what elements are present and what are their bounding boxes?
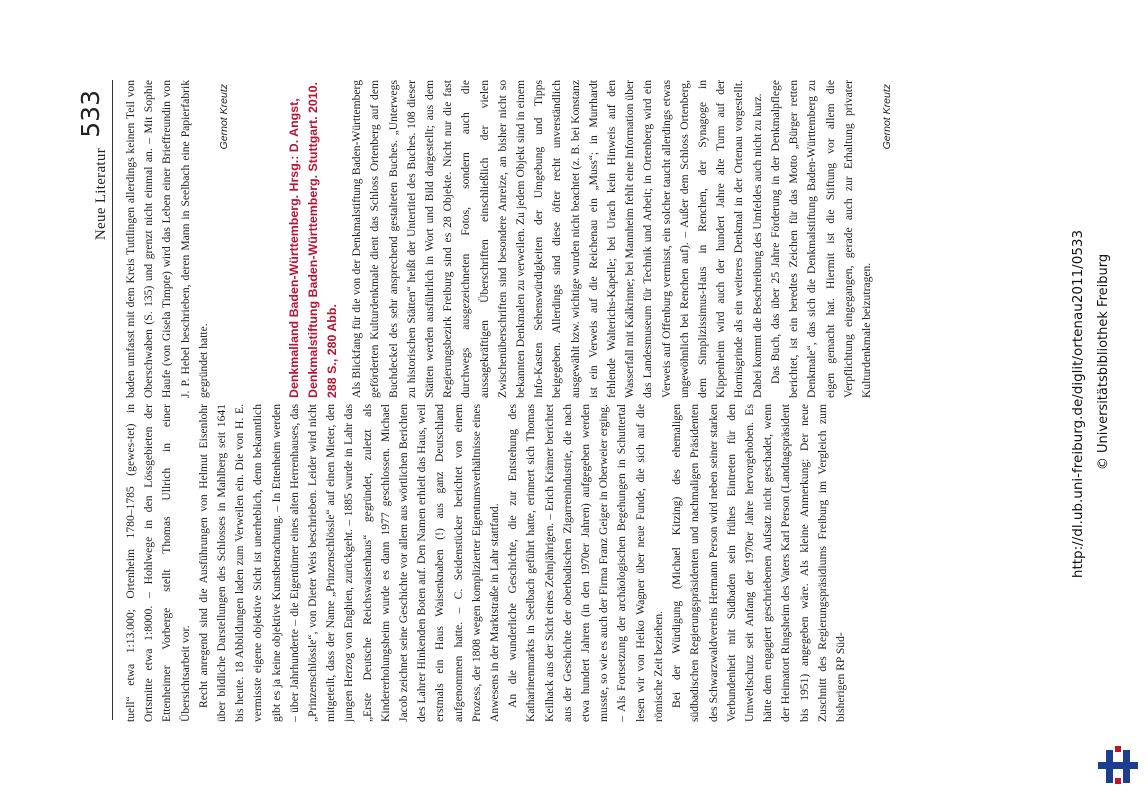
left-column — [122, 404, 1012, 722]
right-intro-paragraph: baden umfasst mit dem Kreis Tuttlingen allerdings keinen Teil von Oberschwaben (S. 135) und grenzt nicht einmal an. – Mit Sophie Haufe (von Gisela Timpte) wird das Leben einer Brieffreundin von J. P. Hebel beschrieben, deren Mann in Seelbach eine Papierfabrik gegründet hatte. — [124, 80, 210, 398]
source-url-link[interactable]: http://dl.ub.uni-freiburg.de/diglit/ortenau2011/0533 — [1070, 229, 1086, 579]
left-paragraph-4: Bei der Würdigung (Michael Kitzing) des ehemaligen südbadischen Regierungspräsidenten und nachmaligen Präsidenten des Schwarzwaldvereins Hermann Person wird neben seiner starken Verbundenheit mit Südbaden sein frühes Eintreten für den Umweltschutz seit Anfang der 1970er Jahre hervorgehoben. Es hätte dem engagiert geschriebenen Aufsatz nicht geschadet, wenn der Heimatort Ringsheim des Vaters Karl Person (Landtagspräsident bis 1951) angegeben wäre. Als kleine Anmerkung: Der neue Zuschnitt des Regierungspräsidiums Freiburg im Vergleich zum bisherigen RP Süd- — [670, 404, 847, 722]
review-paragraph-1: Als Blickfang für die von der Denkmalstiftung Baden-Württemberg geförderten Kulturdenkmale dient das Schloss Ortenberg auf dem Buchdeckel des sehr ansprechend gestalteten Buches. „Unterwegs zu historischen Stätten“ heißt der Untertitel des Buches. 108 dieser Stätten werden ausführlich in Wort und Bild dargestellt; aus dem Regierungsbezirk Freiburg sind es 28 Objekte. Nicht nur die fast durchwegs ausgezeichneten Fotos, sondern auch die aussagekräftigen Überschriften einschließlich der vielen Zwischenüberschriften sind besondere Anreize, an bisher nicht so bekannten Denkmalen zu verweilen. Zu jedem Objekt sind in einem Info-Kasten Sehenswürdigkeiten der Umgebung und Tipps beigegeben. Allerdings sind diese öfter recht unverständlich ausgewählt bzw. wichtige wurden nicht beachtet (z. B. bei Konstanz ist ein Verweis auf die Reichenau ein „Muss“; in Murrhardt fehlende Walterichs-Kapelle; bei Urach kein Hinweis auf den Wasserfall mit Kalkrinne; bei Mannheim fehlt eine Information über das Landesmuseum für Technik und Arbeit; in Ortenberg wird ein Verweis auf Offenburg vermisst, ein solcher taucht allerdings etwas ungewöhnlich bei Renchen auf). – Außer dem Schloss Ortenberg, dem Simplizissimus-Haus in Renchen, der Synagoge in Kippenheim wird auch der hundert Jahre alte Turm auf der Hornisgrinde als ein weiteres Denkmal in der Ortenau vorgestellt. Dabei kommt die Beschreibung des Umfeldes auch nicht zu kurz. — [350, 80, 764, 398]
left-paragraph-2: Recht anregend sind die Ausführungen von Helmut Eisenlohr über bildliche Darstellungen des Schlosses in Mahlberg seit 1641 bis heute. 18 Abbildungen laden zum Verweilen ein. Die von H. E. vermisste eigene objektive Sicht ist unerheblich, denn bekanntlich gibt es ja keine objektive Kunstbetrachtung. – In Ettenheim werden – über Jahrhunderte – die Eigentümer eines alten Herrenhauses, das „Prinzenschlössle“, von Dieter Weis beschrieben. Leider wird nicht mitgeteilt, dass der Name „Prinzenschlössle“ auf einen Mieter, den jungen Herzog von Enghien, zurückgeht. – 1885 wurde in Lahr das „Erste Deutsche Reichswaisenhaus“ gegründet, zuletzt als Kindererholungsheim wurde es dann 1977 geschlossen. Michael Jacob zeichnet seine Geschichte vor allem aus wörtlichen Berichten des Lahrer Hinkenden Boten auf. Den Namen erhielt das Haus, weil erstmals ein Haus Waisenknaben (!) aus ganz Deutschland aufgenommen hatte. – C. Seidenstücker berichtet von einem Prozess, der 1808 wegen komplizierter Eigentumsverhältnisse eines Anwesens in der Marktstraße in Lahr stattfand. — [196, 404, 502, 722]
review-paragraph-2: Das Buch, das über 25 Jahre Förderung in der Denkmalpflege berichtet, ist ein beredtes Zeichen für das Motto „Bürger retten Denkmale“, das sich die Denkmalstiftung Baden-Württemberg zu eigen gemacht hat. Hiermit ist die Stiftung vor allem die Verpflichtung eingegangen, gerade auch zur Erhaltung privater Kulturdenkmale beizutragen. — [768, 80, 873, 398]
copyright-notice: © Universitätsbibliothek Freiburg — [1096, 253, 1111, 471]
reviewer-signature-1: Gernot Kreutz — [218, 84, 231, 150]
section-gap — [241, 80, 285, 398]
running-head-label: Neue Literatur — [93, 148, 109, 241]
header-rule — [112, 80, 113, 720]
right-column — [122, 80, 1012, 398]
left-paragraph-3: An die wunderliche Geschichte, die zur Entstehung des Katharinenmarkts in Seelbach geführt hatte, erinnert sich Thomas Keilhack aus der Sicht eines Zehnjährigen. – Erich Krämer berichtet aus der Geschichte der oberbadischen Zigarrenindustrie, die nach etwa hundert Jahren (in den 1970er Jahren) aufgegeben werden musste, so wie es auch der Firma Franz Geiger in Oberweier erging. – Als Fortsetzung der archäologischen Begehungen in Schuttertal lesen wir von Heiko Wagner über neue Funde, die sich auf die römische Zeit beziehen. — [506, 404, 665, 722]
reviewer-signature-2: Gernot Kreutz — [881, 84, 894, 150]
page-number: 533 — [76, 90, 105, 138]
library-logo-icon — [1094, 744, 1142, 788]
review-title: Denkmalland Baden-Württemberg. Hrsg.: D. Angst, Denkmalstiftung Baden-Württemberg. Stuttgart. 2010. 288 S., 280 Abb. — [287, 82, 340, 398]
left-paragraph-1: tuell“ etwa 1:13.000; Ortenheim 1780–1785 (gewes-tet) in Ortsmitte etwa 1:8000. – Hohlwege in den Lössgebieten der Ettenheimer Vorberge stellt Thomas Ullrich in einer Übersichtsarbeit vor. — [124, 404, 192, 722]
